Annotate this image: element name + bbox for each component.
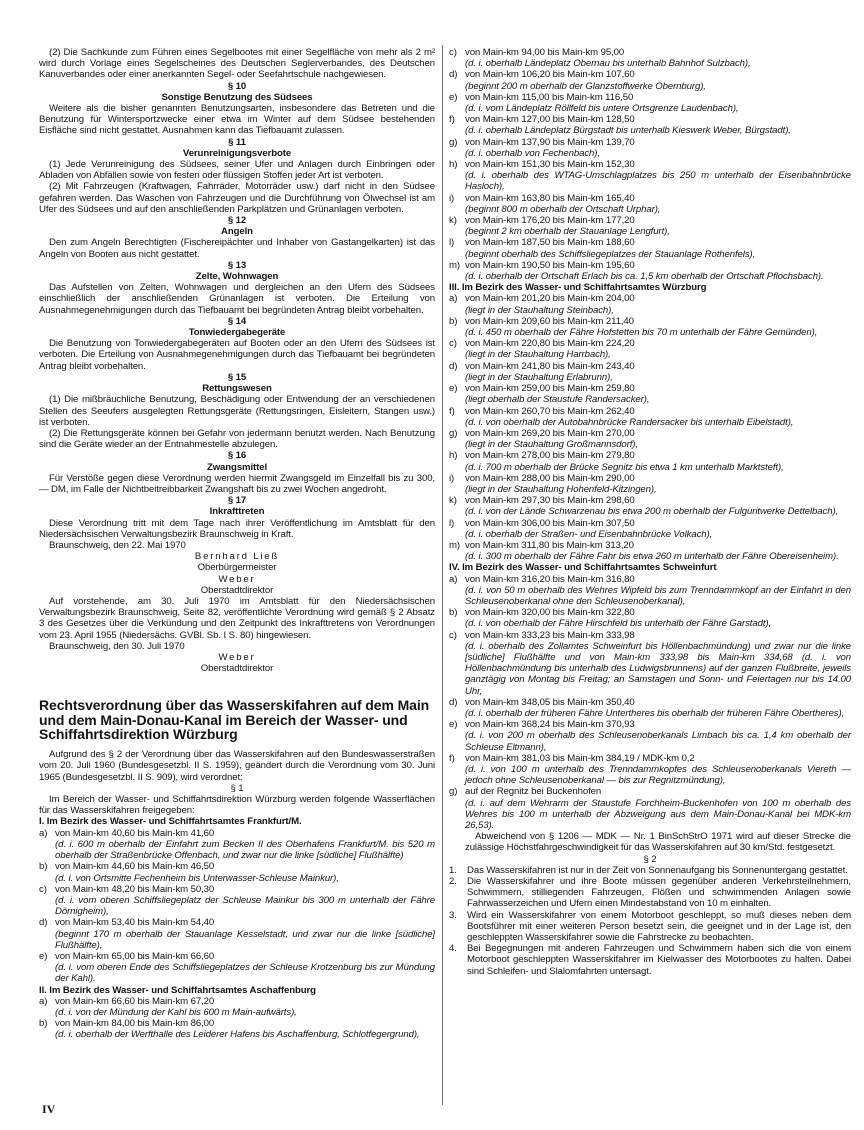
list-item-text: von Main-km 94,00 bis Main-km 95,00 bbox=[465, 47, 625, 58]
paragraph: Braunschweig, den 22. Mai 1970 bbox=[49, 539, 186, 551]
list-item-note: (d. i. oberhalb Ländeplatz Bürgstadt bis unterhalb Kieswerk Weber, Bürgstadt), bbox=[465, 125, 791, 137]
list-item-text: von Main-km 106,20 bis Main-km 107,60 bbox=[465, 69, 635, 81]
district-heading: IV. Im Bezirk des Wasser- und Schiffahrtsamtes Schweinfurt bbox=[449, 562, 717, 574]
list-item-label: a) bbox=[39, 995, 48, 1007]
list-item-label: m) bbox=[449, 259, 460, 271]
list-item-row bbox=[39, 917, 435, 928]
list-item-label: h) bbox=[449, 450, 458, 462]
list-item-row bbox=[449, 114, 851, 125]
paragraph: (1) Jede Verunreinigung des Südsees, seiner Ufer und Anlagen durch Einbringen oder Abladen von Abfällen sowie von festen oder flüssigen Stoffen jeder Art ist verboten. bbox=[39, 159, 435, 182]
signature-title: Oberstadtdirektor bbox=[200, 584, 274, 596]
list-item-note: (d. i. auf dem Wehrarm der Staustufe Forchheim-Buckenhofen von 100 m oberhalb des Wehres bis 100 m unterhalb der Abzweigung aus dem Main-Donau-Kanal bei MDK-km 26,53). bbox=[465, 797, 851, 832]
list-item-note: (d. i. 300 m oberhalb der Fähre Fahr bis etwa 260 m unterhalb der Fähre Obereisenheim). bbox=[465, 551, 839, 563]
list-item-label: d) bbox=[449, 360, 458, 372]
list-item-text: von Main-km 65,00 bis Main-km 66,60 bbox=[55, 950, 215, 962]
list-item-label: i) bbox=[449, 472, 455, 484]
paragraph: Die Benutzung von Tonwiedergabegeräten auf Booten oder an den Ufern des Südsees ist verboten. Die Erteilung von Ausnahmegenehmigungen durch das Tiefbauamt bei begründeten Antrag bleibt vorbehalten. bbox=[39, 338, 435, 372]
list-item-row bbox=[449, 260, 851, 271]
list-item-label: a) bbox=[39, 827, 48, 839]
section-heading: Inkrafttreten bbox=[209, 506, 265, 518]
list-item-text: von Main-km 48,20 bis Main-km 50,30 bbox=[55, 883, 215, 895]
list-item-row bbox=[39, 861, 435, 872]
column-divider bbox=[442, 45, 443, 1105]
list-item-text: von Main-km 278,00 bis Main-km 279,80 bbox=[465, 450, 635, 462]
list-item-text: von Main-km 187,50 bis Main-km 188,60 bbox=[465, 237, 635, 249]
list-item-note: (d. i. von 100 m unterhalb des Trenndammkopfes des Schleusenoberkanals Viereth — jedoch ohne Schleusenoberkanal — bis zur Regnitzmündung), bbox=[465, 764, 851, 787]
list-item-row bbox=[449, 540, 851, 551]
section-heading: § 12 bbox=[227, 215, 247, 227]
district-heading: III. Im Bezirk des Wasser- und Schiffahrtsamtes Würzburg bbox=[449, 282, 707, 294]
list-item-label: c) bbox=[449, 338, 457, 350]
paragraph: (2) Die Rettungsgeräte können bei Gefahr von jedermann benutzt werden. Nach Benutzung sind die Geräte wieder an der Entnahmestelle abzulegen. bbox=[39, 427, 435, 451]
list-item-text: von Main-km 137,90 bis Main-km 139,70 bbox=[465, 136, 635, 148]
list-item-row bbox=[39, 1018, 435, 1029]
list-item bbox=[449, 92, 851, 114]
list-item-text: von Main-km 44,60 bis Main-km 46,50 bbox=[55, 861, 215, 873]
page-number: IV bbox=[42, 1102, 56, 1116]
list-item-note: (d. i. von 50 m oberhalb des Wehres Wipfeld bis zum Trenndammkopf an der Einfahrt in den Schleusenoberkanal ohne den Schleusenoberkanal), bbox=[465, 584, 851, 607]
list-item bbox=[449, 137, 851, 159]
section-heading: § 14 bbox=[227, 315, 247, 327]
list-item-text: von Main-km 348,05 bis Main-km 350,40 bbox=[465, 696, 635, 708]
list-item-row bbox=[449, 753, 851, 764]
list-item-row bbox=[39, 951, 435, 962]
list-item bbox=[449, 361, 851, 383]
list-item-note: (d. i. vom Ländeplatz Röllfeld bis untere Ortsgrenze Laudenbach), bbox=[465, 103, 739, 115]
list-item-row bbox=[449, 69, 851, 80]
list-item-label: i) bbox=[449, 192, 455, 204]
list-item-label: e) bbox=[449, 91, 458, 103]
spacer bbox=[39, 741, 435, 749]
list-item-row bbox=[449, 406, 851, 417]
list-item-text: von Main-km 220,80 bis Main-km 224,20 bbox=[465, 338, 635, 350]
list-item bbox=[449, 193, 851, 215]
list-item-row bbox=[449, 786, 851, 797]
numbered-item-label: 3. bbox=[449, 909, 457, 921]
signature-title: Oberstadtdirektor bbox=[200, 663, 274, 675]
list-item-row bbox=[449, 137, 851, 148]
list-item-row bbox=[449, 215, 851, 226]
list-item-label: f) bbox=[449, 405, 455, 417]
list-item bbox=[449, 428, 851, 450]
list-item-text: von Main-km 381,03 bis Main-km 384,19 / MDK-km 0,2 bbox=[465, 752, 695, 764]
list-item-text: von Main-km 368,24 bis Main-km 370,93 bbox=[465, 719, 635, 731]
numbered-item-text: Wird ein Wasserskifahrer von einem Motorboot geschleppt, so muß dieses neben dem Bootsführer mit einer weiteren Person besetzt sein, die geeignet und in der Lage ist, den geschleppten Wasserskifahrer sowie die Fahrstrecke zu beobachten. bbox=[467, 909, 851, 944]
section-heading: § 13 bbox=[227, 259, 247, 271]
section-heading: Sonstige Benutzung des Südsees bbox=[161, 91, 313, 103]
list-item-label: d) bbox=[39, 917, 48, 929]
section-heading: § 1 bbox=[230, 782, 244, 794]
paragraph: Diese Verordnung tritt mit dem Tage nach ihrer Veröffentlichung im Amtsblatt für den Niedersächsischen Verwaltungsbezirk Braunschweig in Kraft. bbox=[39, 517, 435, 540]
section-heading: Verunreinigungsverbote bbox=[182, 147, 292, 159]
paragraph: Aufgrund des § 2 der Verordnung über das Wasserskifahren auf den Bundeswasserstraßen vom 20. Juli 1960 (Bundesgesetzbl. II S. 1959), geändert durch die Verordnung vom 30. Juni 1965 (Bundesgesetzbl. II S. 909), wird verordnet: bbox=[39, 749, 435, 783]
list-item-label: g) bbox=[449, 427, 458, 439]
list-item-note: (liegt in der Stauhaltung Steinbach), bbox=[465, 304, 614, 316]
paragraph: Den zum Angeln Berechtigten (Fischereipächter und Inhaber von Gastangelkarten) ist das Angeln von Booten aus nicht gestattet. bbox=[39, 237, 435, 260]
list-item-text: von Main-km 316,20 bis Main-km 316,80 bbox=[465, 573, 635, 585]
list-item bbox=[449, 215, 851, 237]
district-heading: II. Im Bezirk des Wasser- und Schiffahrtsamtes Aschaffenburg bbox=[39, 984, 316, 996]
list-item-text: von Main-km 176,20 bis Main-km 177,20 bbox=[465, 215, 635, 227]
list-item bbox=[449, 574, 851, 608]
list-item-row bbox=[449, 316, 851, 327]
list-item bbox=[449, 47, 851, 69]
list-item-row bbox=[449, 607, 851, 618]
signature-name: Weber bbox=[218, 573, 256, 585]
list-item-text: von Main-km 53,40 bis Main-km 54,40 bbox=[55, 917, 215, 929]
list-item bbox=[39, 951, 435, 985]
signature-name: Weber bbox=[218, 651, 256, 663]
list-item bbox=[449, 786, 851, 831]
list-item-label: m) bbox=[449, 539, 460, 551]
list-item-note: (liegt in der Stauhaltung Großmannsdorf), bbox=[465, 439, 638, 451]
paragraph: Braunschweig, den 30. Juli 1970 bbox=[49, 640, 185, 652]
list-item-note: (d. i. 450 m oberhalb der Fähre Hofstetten bis 70 m unterhalb der Fähre Gemünden), bbox=[465, 327, 818, 339]
list-item-row bbox=[449, 630, 851, 641]
list-item-label: c) bbox=[449, 629, 457, 641]
list-item-note: (d. i. 700 m oberhalb der Brücke Segnitz bis etwa 1 km unterhalb Marktsteft), bbox=[465, 461, 784, 473]
list-item-note: (d. i. oberhalb der Werfthalle des Leiderer Hafens bis Aschaffenburg, Schlotfegergrund), bbox=[55, 1029, 420, 1041]
list-item bbox=[39, 996, 435, 1018]
list-item-text: von Main-km 269,20 bis Main-km 270,00 bbox=[465, 427, 635, 439]
list-item-note: (beginnt 170 m oberhalb der Stauanlage Kesselstadt, und zwar nur die linke [südliche] Flußhälfte), bbox=[55, 928, 435, 951]
list-item-label: k) bbox=[449, 495, 457, 507]
section-heading: § 11 bbox=[228, 136, 246, 148]
paragraph: (1) Die mißbräuchliche Benutzung, Beschädigung oder Entwendung der an verschiedenen Stellen des Seeufers ausgelegten Rettungsgeräte (Rettungsringen, Eisleitern, Stangen usw.) ist verboten. bbox=[39, 394, 435, 428]
list-item-label: b) bbox=[39, 1018, 48, 1030]
list-item bbox=[39, 884, 435, 918]
list-item-text: von Main-km 288,00 bis Main-km 290,00 bbox=[465, 472, 635, 484]
section-heading: Tonwiedergabegeräte bbox=[188, 327, 286, 339]
list-item-note: (beginnt oberhalb des Schiffsliegeplatzes der Stauanlage Rothenfels), bbox=[465, 248, 756, 260]
list-item bbox=[449, 450, 851, 472]
list-item-label: c) bbox=[449, 47, 457, 58]
list-item-text: von Main-km 320,00 bis Main-km 322,80 bbox=[465, 607, 635, 619]
list-item-note: (d. i. von oberhalb der Autobahnbrücke Randersacker bis unterhalb Eibelstadt), bbox=[465, 416, 794, 428]
list-item-text: von Main-km 190,50 bis Main-km 195,60 bbox=[465, 259, 635, 271]
list-item-note: (d. i. oberhalb der Straßen- und Eisenbahnbrücke Volkach), bbox=[465, 528, 713, 540]
list-item-note: (liegt in der Stauhaltung Hohenfeld-Kitzingen), bbox=[465, 483, 657, 495]
list-item-label: l) bbox=[449, 517, 455, 529]
list-item bbox=[39, 1018, 435, 1040]
signature-title: Oberbürgermeister bbox=[197, 562, 277, 574]
paragraph: Auf vorstehende, am 30. Juli 1970 im Amtsblatt für den Niedersächsischen Verwaltungsbezirk Braunschweig, Seite 82, veröffentlichte Verordnung wird gemäß § 2 Absatz 3 des Gesetzes über die Verkündung und den Zeitpunkt des Inkrafttretens von Verordnungen vom 23. April 1955 (Niedersächs. GVBl. Sb. I S. 80) hingewiesen. bbox=[39, 595, 435, 641]
spacer bbox=[39, 674, 435, 698]
list-item-row bbox=[449, 574, 851, 585]
list-item-row bbox=[449, 697, 851, 708]
numbered-item-label: 4. bbox=[449, 943, 457, 955]
list-item-note: (d. i. oberhalb der früheren Fähre Untertheres bis oberhalb der früheren Fähre Obertheres), bbox=[465, 707, 845, 719]
list-item-row bbox=[449, 159, 851, 170]
list-item-label: e) bbox=[39, 950, 48, 962]
list-item-label: a) bbox=[449, 573, 458, 585]
list-item-label: f) bbox=[449, 114, 455, 126]
list-item-text: von Main-km 209,60 bis Main-km 211,40 bbox=[465, 315, 634, 327]
list-item-note: (d. i. oberhalb Ländeplatz Obernau bis unterhalb Bahnhof Sulzbach), bbox=[465, 58, 751, 70]
numbered-item bbox=[449, 876, 851, 910]
list-item-note: (d. i. von 200 m oberhalb des Schleusenoberkanals Limbach bis ca. 1,4 km oberhalb der Schleuse Eltmann), bbox=[465, 730, 851, 753]
list-item-row bbox=[449, 293, 851, 304]
list-item-note: (d. i. von Ortsmitte Fechenheim bis Unterwasser-Schleuse Mainkur), bbox=[55, 872, 339, 884]
list-item-note: (d. i. von oberhalb der Fähre Hirschfeld bis unterhalb der Fähre Garstadt), bbox=[465, 618, 772, 630]
list-item bbox=[449, 630, 851, 697]
list-item-row bbox=[449, 383, 851, 394]
paragraph: (2) Die Sachkunde zum Führen eines Segelbootes mit einer Segelfläche von mehr als 2 m² wird durch Vorlage eines Segelscheines des Deutschen Seglerverbandes, des Deutschen Kanuverbandes oder einer anerkannten Segel- oder Seefahrtschule nachgewiesen. bbox=[39, 47, 435, 81]
list-item-text: von Main-km 333,23 bis Main-km 333,98 bbox=[465, 629, 635, 641]
numbered-item-label: 2. bbox=[449, 876, 457, 888]
list-item bbox=[449, 114, 851, 136]
list-item bbox=[449, 753, 851, 787]
list-item bbox=[449, 495, 851, 517]
list-item-note: (d. i. von der Lände Schwarzenau bis etwa 200 m oberhalb der Fulguritwerke Dettelbach), bbox=[465, 506, 839, 518]
list-item-text: von Main-km 40,60 bis Main-km 41,60 bbox=[55, 827, 215, 839]
numbered-item-text: Das Wasserskifahren ist nur in der Zeit von Sonnenaufgang bis Sonnenuntergang gestattet. bbox=[467, 864, 848, 876]
list-item-note: (d. i. oberhalb der Ortschaft Erlach bis ca. 1,5 km oberhalb der Ortschaft Pflochsbach). bbox=[465, 271, 824, 283]
list-item bbox=[39, 828, 435, 862]
list-item-label: d) bbox=[449, 696, 458, 708]
list-item-text: von Main-km 306,00 bis Main-km 307,50 bbox=[465, 517, 635, 529]
list-item-text: von Main-km 201,20 bis Main-km 204,00 bbox=[465, 293, 635, 305]
paragraph: Das Aufstellen von Zelten, Wohnwagen und dergleichen an den Ufern des Südsees einschließlich der anschließenden Grünanlagen ist verboten. Die Erteilung von Ausnahmegenehmigungen durch das Tiefbauamt bei begründeten Antrag bleibt vorbehalten. bbox=[39, 282, 435, 316]
list-item-label: b) bbox=[39, 861, 48, 873]
list-item bbox=[449, 719, 851, 753]
list-item-text: von Main-km 260,70 bis Main-km 262,40 bbox=[465, 405, 635, 417]
list-item-row bbox=[449, 495, 851, 506]
list-item-row bbox=[39, 996, 435, 1007]
section-heading: § 10 bbox=[227, 80, 247, 92]
list-item-text: von Main-km 84,00 bis Main-km 86,00 bbox=[55, 1018, 215, 1030]
section-heading: Rettungswesen bbox=[202, 383, 272, 395]
list-item bbox=[449, 473, 851, 495]
list-item-note: (d. i. vom oberen Ende des Schiffsliegeplatzes der Schleuse Krotzenburg bis zur Mündung der Kahl). bbox=[55, 962, 435, 985]
paragraph: Abweichend von § 1206 — MDK — Nr. 1 BinSchStrO 1971 wird auf dieser Strecke die zulässige Höchstfahrgeschwindigkeit für das Wasserskifahren auf 30 km/Std. festgesetzt. bbox=[465, 831, 851, 854]
right-column bbox=[449, 47, 851, 977]
left-column bbox=[39, 47, 435, 1041]
list-item-row bbox=[449, 92, 851, 103]
list-item-note: (d. i. oberhalb des Zollamtes Schweinfurt bis Höllenbachmündung) und zwar nur die linke [südliche] Flußhälfte und von Main-km 333,98 bis Main-km 334,68 (d. i. von Höllenbachmündung bis unterhalb des Ludwigsbrunnens) auf der ganzen Flußbreite, jeweils ganztägig von Montag bis Freitag; an Samstagen und Sonn- und Feiertagen nur bis 14.00 Uhr, bbox=[465, 640, 851, 697]
list-item-label: f) bbox=[449, 752, 455, 764]
list-item-row bbox=[449, 428, 851, 439]
list-item-row bbox=[449, 47, 851, 58]
list-item bbox=[449, 338, 851, 360]
list-item-text: von Main-km 127,00 bis Main-km 128,50 bbox=[465, 114, 635, 126]
list-item bbox=[449, 316, 851, 338]
list-item bbox=[449, 518, 851, 540]
section-heading: § 17 bbox=[227, 495, 247, 507]
list-item-note: (d. i. oberhalb von Fechenbach), bbox=[465, 147, 600, 159]
list-item-text: von Main-km 297,30 bis Main-km 298,60 bbox=[465, 495, 635, 507]
list-item-label: h) bbox=[449, 159, 458, 171]
list-item-label: a) bbox=[449, 293, 458, 305]
list-item-label: g) bbox=[449, 786, 458, 798]
numbered-item bbox=[449, 865, 851, 876]
list-item-note: (d. i. von der Mündung der Kahl bis 600 m Main-aufwärts), bbox=[55, 1006, 297, 1018]
paragraph: Im Bereich der Wasser- und Schiffahrtsdirektion Würzburg werden folgende Wasserflächen für das Wasserskifahren freigegeben: bbox=[39, 794, 435, 817]
list-item bbox=[449, 540, 851, 562]
district-heading: I. Im Bezirk des Wasser- und Schiffahrtsamtes Frankfurt/M. bbox=[39, 816, 302, 828]
list-item-note: (beginnt 800 m oberhalb der Ortschaft Urphar), bbox=[465, 203, 661, 215]
list-item bbox=[449, 69, 851, 91]
numbered-item-label: 1. bbox=[449, 864, 457, 876]
numbered-item-text: Die Wasserskifahrer und ihre Boote müssen gegenüber anderen Verkehrsteilnehmern, Schwimmern, stilliegenden Fahrzeugen, Flößen und schwimmenden Anlagen sowie Fahrwasserzeichen und Ufern einen Mindestabstand von 10 m einhalten. bbox=[467, 876, 851, 910]
list-item-note: (beginnt 2 km oberhalb der Stauanlage Lengfurt), bbox=[465, 226, 670, 238]
list-item-row bbox=[449, 338, 851, 349]
paragraph: Weitere als die bisher genannten Benutzungsarten, insbesondere das Betreten und die Benutzung für Wintersportzwecke einer etwa im Winter auf dem Südsee bestehenden Eisfläche sind nicht gestattet. Ausnahmen kann das Tiefbauamt zulassen. bbox=[39, 103, 435, 137]
list-item-row bbox=[449, 450, 851, 461]
list-item-label: g) bbox=[449, 136, 458, 148]
section-heading: Angeln bbox=[221, 226, 253, 238]
list-item-note: (d. i. 600 m oberhalb der Einfahrt zum Becken II des Oberhafens Frankfurt/M. bis 520 m oberhalb der Straßenbrücke Offenbach, und zwar nur die linke [südliche] Flußhälfte) bbox=[55, 838, 435, 862]
list-item bbox=[449, 293, 851, 315]
list-item bbox=[449, 383, 851, 405]
numbered-item-text: Bei Begegnungen mit anderen Fahrzeugen und Schwimmern haben sich die von einem Motorboot geschleppten Wasserskifahrer im Kielwasser des Motorbootes zu halten. Dabei sind Schleifen- und Slalomfahrten untersagt. bbox=[467, 943, 851, 977]
list-item bbox=[449, 159, 851, 193]
list-item-row bbox=[449, 193, 851, 204]
numbered-item bbox=[449, 910, 851, 944]
list-item-row bbox=[449, 237, 851, 248]
list-item-label: l) bbox=[449, 237, 455, 249]
list-item-text: von Main-km 115,00 bis Main-km 116,50 bbox=[465, 91, 634, 103]
paragraph: (2) Mit Fahrzeugen (Kraftwagen, Fahrräder, Motorräder usw.) darf nicht in den Südsee gefahren werden. Das Waschen von Fahrzeugen und die Durchführung von Ölwechsel ist am Ufer des Südsees und auf den anschließenden Parkplätzen und Grünanlagen verboten. bbox=[39, 181, 435, 215]
section-heading: Zwangsmittel bbox=[206, 461, 268, 473]
list-item-note: (d. i. vom oberen Schiffsliegeplatz der Schleuse Mainkur bis 300 m unterhalb der Fähre Dörnigheim), bbox=[55, 894, 435, 918]
list-item bbox=[449, 406, 851, 428]
list-item bbox=[449, 607, 851, 629]
document-title: Rechtsverordnung über das Wasserskifahren auf dem Main und dem Main-Donau-Kanal im Bereich der Wasser- und Schiffahrtsdirektion Würzburg bbox=[39, 697, 430, 742]
list-item-row bbox=[39, 884, 435, 895]
list-item-row bbox=[449, 361, 851, 372]
list-item-label: k) bbox=[449, 215, 457, 227]
list-item-label: b) bbox=[449, 607, 458, 619]
list-item-text: von Main-km 259,00 bis Main-km 259,80 bbox=[465, 383, 635, 395]
list-item-label: e) bbox=[449, 719, 458, 731]
list-item-row bbox=[449, 518, 851, 529]
paragraph: Für Verstöße gegen diese Verordnung werden hiermit Zwangsgeld im Einzelfall bis zu 300,— DM, im Falle der Nichtbeitreibbarkeit Zwangshaft bis zu zwei Wochen angedroht. bbox=[39, 472, 435, 495]
list-item-note: (liegt in der Stauhaltung Harrbach), bbox=[465, 349, 611, 361]
section-heading: § 2 bbox=[643, 853, 657, 865]
list-item-row bbox=[449, 473, 851, 484]
section-heading: § 15 bbox=[227, 371, 247, 383]
list-item bbox=[449, 697, 851, 719]
list-item bbox=[449, 237, 851, 259]
list-item-note: (d. i. oberhalb des WTAG-Umschlagplatzes bis 250 m unterhalb der Eisenbahnbrücke Hasloch), bbox=[465, 170, 851, 193]
list-item-label: e) bbox=[449, 383, 458, 395]
list-item-label: b) bbox=[449, 315, 458, 327]
section-heading: § 16 bbox=[227, 450, 247, 462]
list-item-text: von Main-km 66,60 bis Main-km 67,20 bbox=[55, 995, 215, 1007]
list-item bbox=[39, 861, 435, 883]
list-item bbox=[39, 917, 435, 951]
list-item-text: auf der Regnitz bei Buckenhofen bbox=[465, 786, 602, 798]
list-item-label: c) bbox=[39, 883, 47, 895]
list-item-label: d) bbox=[449, 69, 458, 81]
list-item-row bbox=[39, 828, 435, 839]
list-item-text: von Main-km 241,80 bis Main-km 243,40 bbox=[465, 360, 635, 372]
list-item-row bbox=[449, 719, 851, 730]
list-item-text: von Main-km 311,80 bis Main-km 313,20 bbox=[465, 539, 634, 551]
list-item-text: von Main-km 163,80 bis Main-km 165,40 bbox=[465, 192, 635, 204]
list-item-note: (liegt oberhalb der Staustufe Randersacker), bbox=[465, 394, 650, 406]
numbered-item bbox=[449, 943, 851, 977]
list-item-note: (liegt in der Stauhaltung Erlabrunn), bbox=[465, 371, 613, 383]
list-item-note: (beginnt 200 m oberhalb der Glanzstoffwerke Obernburg), bbox=[465, 80, 706, 92]
section-heading: Zelte, Wohnwagen bbox=[195, 271, 279, 283]
list-item bbox=[449, 260, 851, 282]
list-item-text: von Main-km 151,30 bis Main-km 152,30 bbox=[465, 159, 635, 171]
signature-name: Bernhard Ließ bbox=[194, 551, 280, 563]
